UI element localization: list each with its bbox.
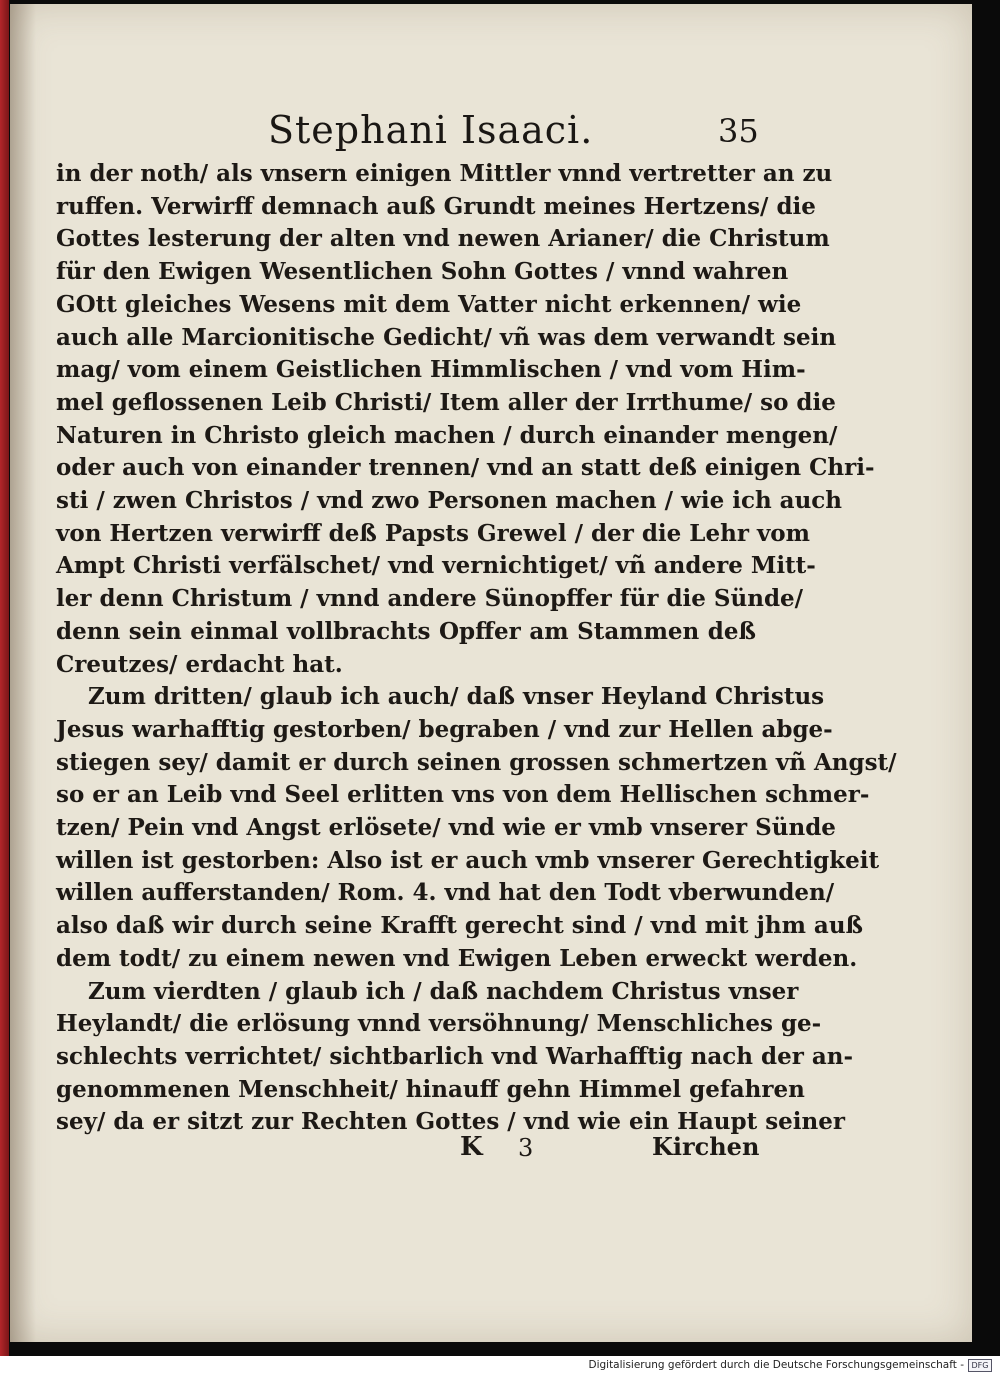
- paragraph-start-line: Zum vierdten / glaub ich / daß nachdem Christus vnser: [88, 977, 799, 1005]
- text-line: Ampt Christi verfälschet/ vnd vernichtiget/ vñ andere Mitt-: [56, 552, 816, 580]
- page-gutter-shadow: [10, 4, 36, 1342]
- text-line: Heylandt/ die erlösung vnnd versöhnung/ Menschliches ge-: [56, 1010, 822, 1038]
- text-line: Naturen in Christo gleich machen / durch einander mengen/: [56, 421, 838, 449]
- text-line: also daß wir durch seine Krafft gerecht sind / vnd mit jhm auß: [56, 912, 864, 940]
- text-line: so er an Leib vnd Seel erlitten vns von dem Hellischen schmer-: [56, 781, 870, 809]
- text-line: tzen/ Pein vnd Angst erlösete/ vnd wie er vmb vnserer Sünde: [56, 814, 836, 842]
- running-title: Stephani Isaaci.: [268, 108, 594, 152]
- text-line: mel geflossenen Leib Christi/ Item aller der Irrthume/ so die: [56, 388, 836, 416]
- text-line: denn sein einmal vollbrachts Opffer am Stammen deß: [56, 617, 756, 645]
- paragraph-start-line: Zum dritten/ glaub ich auch/ daß vnser Heyland Christus: [88, 683, 825, 711]
- text-line: schlechts verrichtet/ sichtbarlich vnd Warhafftig nach der an-: [56, 1042, 854, 1070]
- signature-letter: K: [460, 1132, 483, 1162]
- text-line: in der noth/ als vnsern einigen Mittler vnnd vertretter an zu: [56, 160, 833, 187]
- text-line: stiegen sey/ damit er durch seinen grossen schmertzen vñ Angst/: [56, 748, 897, 776]
- text-line: genommenen Menschheit/ hinauff gehn Himmel gefahren: [56, 1075, 805, 1103]
- text-line: Jesus warhafftig gestorben/ begraben / vnd zur Hellen abge-: [56, 715, 833, 743]
- text-line: von Hertzen verwirff deß Papsts Grewel / der die Lehr vom: [56, 519, 810, 547]
- text-line: Gottes lesterung der alten vnd newen Arianer/ die Christum: [56, 225, 830, 253]
- catchword: Kirchen: [652, 1132, 760, 1161]
- credit-text: Digitalisierung gefördert durch die Deutsche Forschungsgemeinschaft -: [588, 1359, 964, 1371]
- dfg-logo: DFG: [968, 1359, 992, 1372]
- body-text: [56, 158, 897, 1139]
- text-line: willen aufferstanden/ Rom. 4. vnd hat den Todt vberwunden/: [56, 879, 835, 907]
- text-line: sti / zwen Christos / vnd zwo Personen machen / wie ich auch: [56, 487, 843, 515]
- page-number: 35: [718, 112, 759, 150]
- text-line: oder auch von einander trennen/ vnd an statt deß einigen Chri-: [56, 454, 875, 482]
- binding-edge: [0, 0, 9, 1356]
- text-line: für den Ewigen Wesentlichen Sohn Gottes / vnnd wahren: [56, 258, 789, 286]
- text-line: Creutzes/ erdacht hat.: [56, 650, 343, 678]
- text-line: auch alle Marcionitische Gedicht/ vñ was dem verwandt sein: [56, 323, 837, 351]
- text-line: GOtt gleiches Wesens mit dem Vatter nicht erkennen/ wie: [56, 290, 802, 318]
- text-line: willen ist gestorben: Also ist er auch vmb vnserer Gerechtigkeit: [56, 846, 880, 874]
- signature-number: 3: [518, 1134, 534, 1162]
- text-line: ler denn Christum / vnnd andere Sünopffer für die Sünde/: [56, 585, 804, 613]
- text-line: sey/ da er sitzt zur Rechten Gottes / vnd wie ein Haupt seiner: [56, 1108, 846, 1136]
- text-line: mag/ vom einem Geistlichen Himmlischen / vnd vom Him-: [56, 356, 806, 384]
- text-line: ruffen. Verwirff demnach auß Grundt meines Hertzens/ die: [56, 192, 816, 220]
- text-line: dem todt/ zu einem newen vnd Ewigen Leben erweckt werden.: [56, 944, 858, 972]
